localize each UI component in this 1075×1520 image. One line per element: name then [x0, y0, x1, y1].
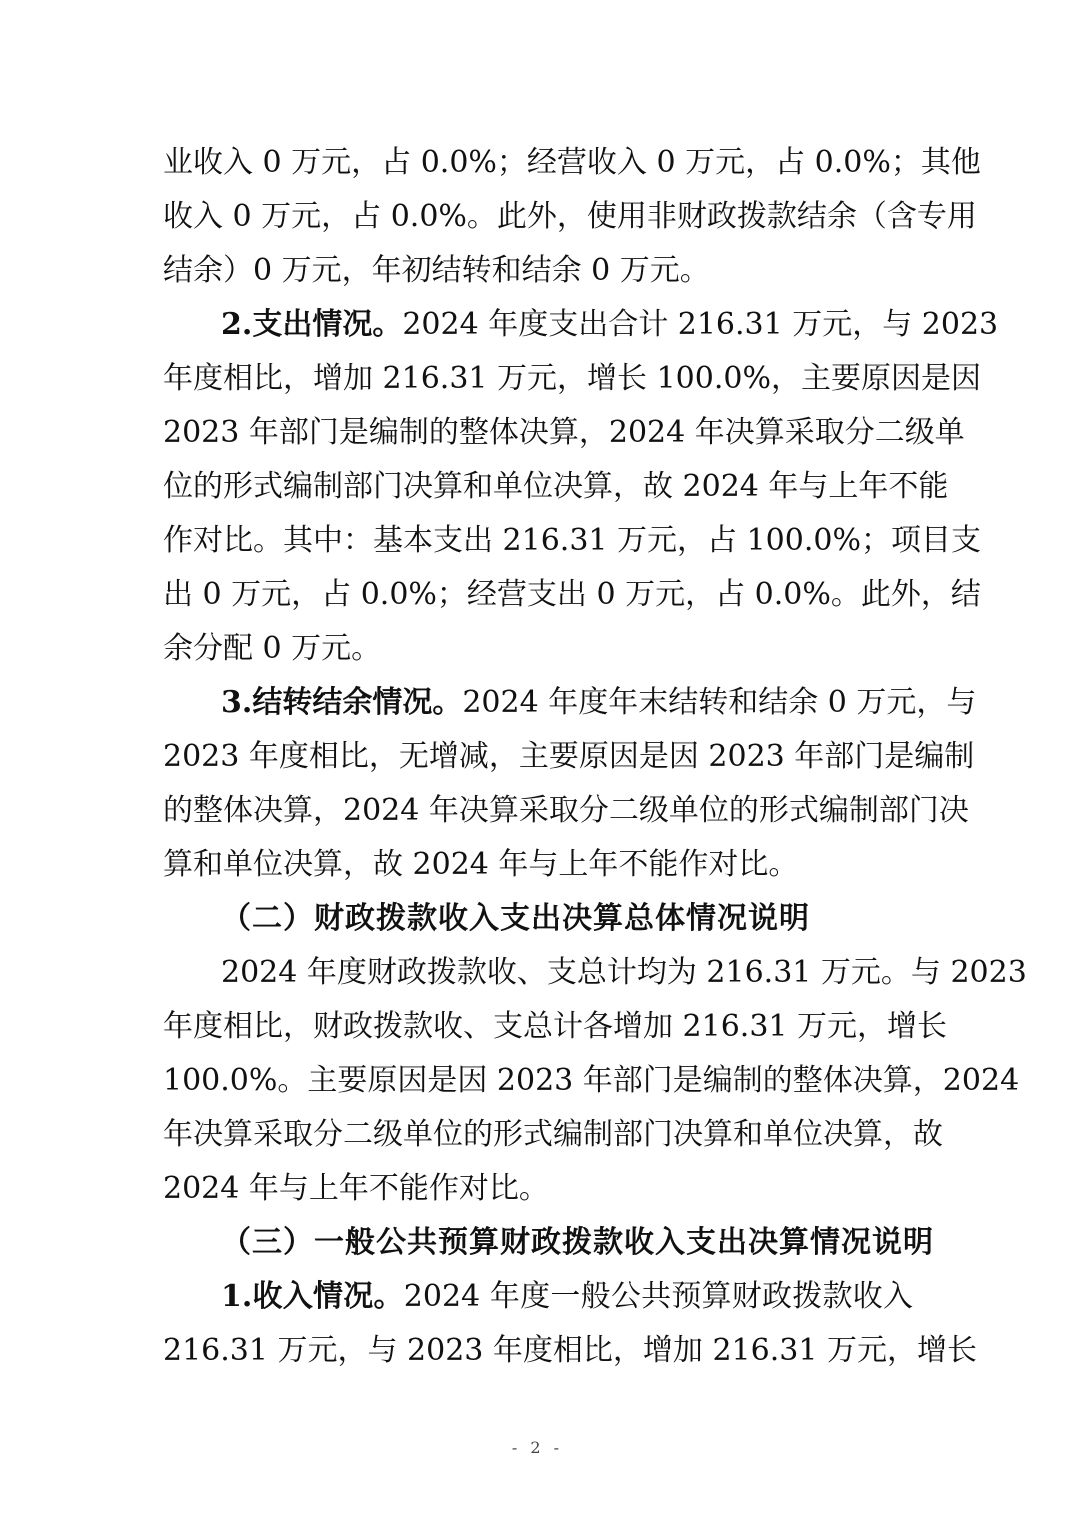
paragraph-line: 2023 年度相比，无增减，主要原因是因 2023 年部门是编制	[163, 739, 975, 774]
section-lead-expenditure: 2.支出情况。	[221, 307, 403, 342]
paragraph-line: 年决算采取分二级单位的形式编制部门决算和单位决算，故	[163, 1117, 943, 1152]
paragraph-line: 2023 年部门是编制的整体决算，2024 年决算采取分二级单	[163, 415, 965, 450]
section-lead-income: 1.收入情况。	[221, 1279, 404, 1314]
paragraph-line: 2024 年与上年不能作对比。	[163, 1171, 549, 1206]
paragraph-line: 100.0%。主要原因是因 2023 年部门是编制的整体决算，2024	[163, 1063, 1020, 1098]
paragraph-line: 年度相比，增加 216.31 万元，增长 100.0%，主要原因是因	[163, 361, 981, 396]
paragraph-line: 作对比。其中：基本支出 216.31 万元，占 100.0%；项目支	[163, 523, 981, 558]
paragraph-line: 算和单位决算，故 2024 年与上年不能作对比。	[163, 847, 799, 882]
paragraph-line: 的整体决算，2024 年决算采取分二级单位的形式编制部门决	[163, 793, 969, 828]
paragraph-text: 2024 年度支出合计 216.31 万元，与 2023	[402, 307, 999, 342]
paragraph-line	[221, 305, 999, 345]
paragraph-line: 结余）0 万元，年初结转和结余 0 万元。	[163, 253, 710, 288]
paragraph-line: 年度相比，财政拨款收、支总计各增加 216.31 万元，增长	[163, 1009, 948, 1044]
paragraph-line: 位的形式编制部门决算和单位决算，故 2024 年与上年不能	[163, 469, 949, 504]
paragraph-text: 2024 年度一般公共预算财政拨款收入	[403, 1279, 913, 1314]
paragraph-line: 216.31 万元，与 2023 年度相比，增加 216.31 万元，增长	[163, 1333, 977, 1368]
paragraph-line	[221, 683, 977, 723]
section-heading: （三）一般公共预算财政拨款收入支出决算情况说明	[221, 1225, 934, 1260]
paragraph-line: 出 0 万元，占 0.0%；经营支出 0 万元，占 0.0%。此外，结	[163, 577, 981, 612]
section-lead-carryover: 3.结转结余情况。	[221, 685, 463, 720]
section-heading: （二）财政拨款收入支出决算总体情况说明	[221, 901, 810, 936]
paragraph-line: 业收入 0 万元，占 0.0%；经营收入 0 万元，占 0.0%；其他	[163, 145, 981, 180]
paragraph-line: 2024 年度财政拨款收、支总计均为 216.31 万元。与 2023	[221, 955, 1027, 990]
paragraph-line	[221, 1277, 913, 1317]
paragraph-text: 2024 年度年末结转和结余 0 万元，与	[462, 685, 977, 720]
paragraph-line: 收入 0 万元，占 0.0%。此外，使用非财政拨款结余（含专用	[163, 199, 977, 234]
paragraph-line: 余分配 0 万元。	[163, 631, 382, 666]
page-number: - 2 -	[511, 1438, 564, 1457]
